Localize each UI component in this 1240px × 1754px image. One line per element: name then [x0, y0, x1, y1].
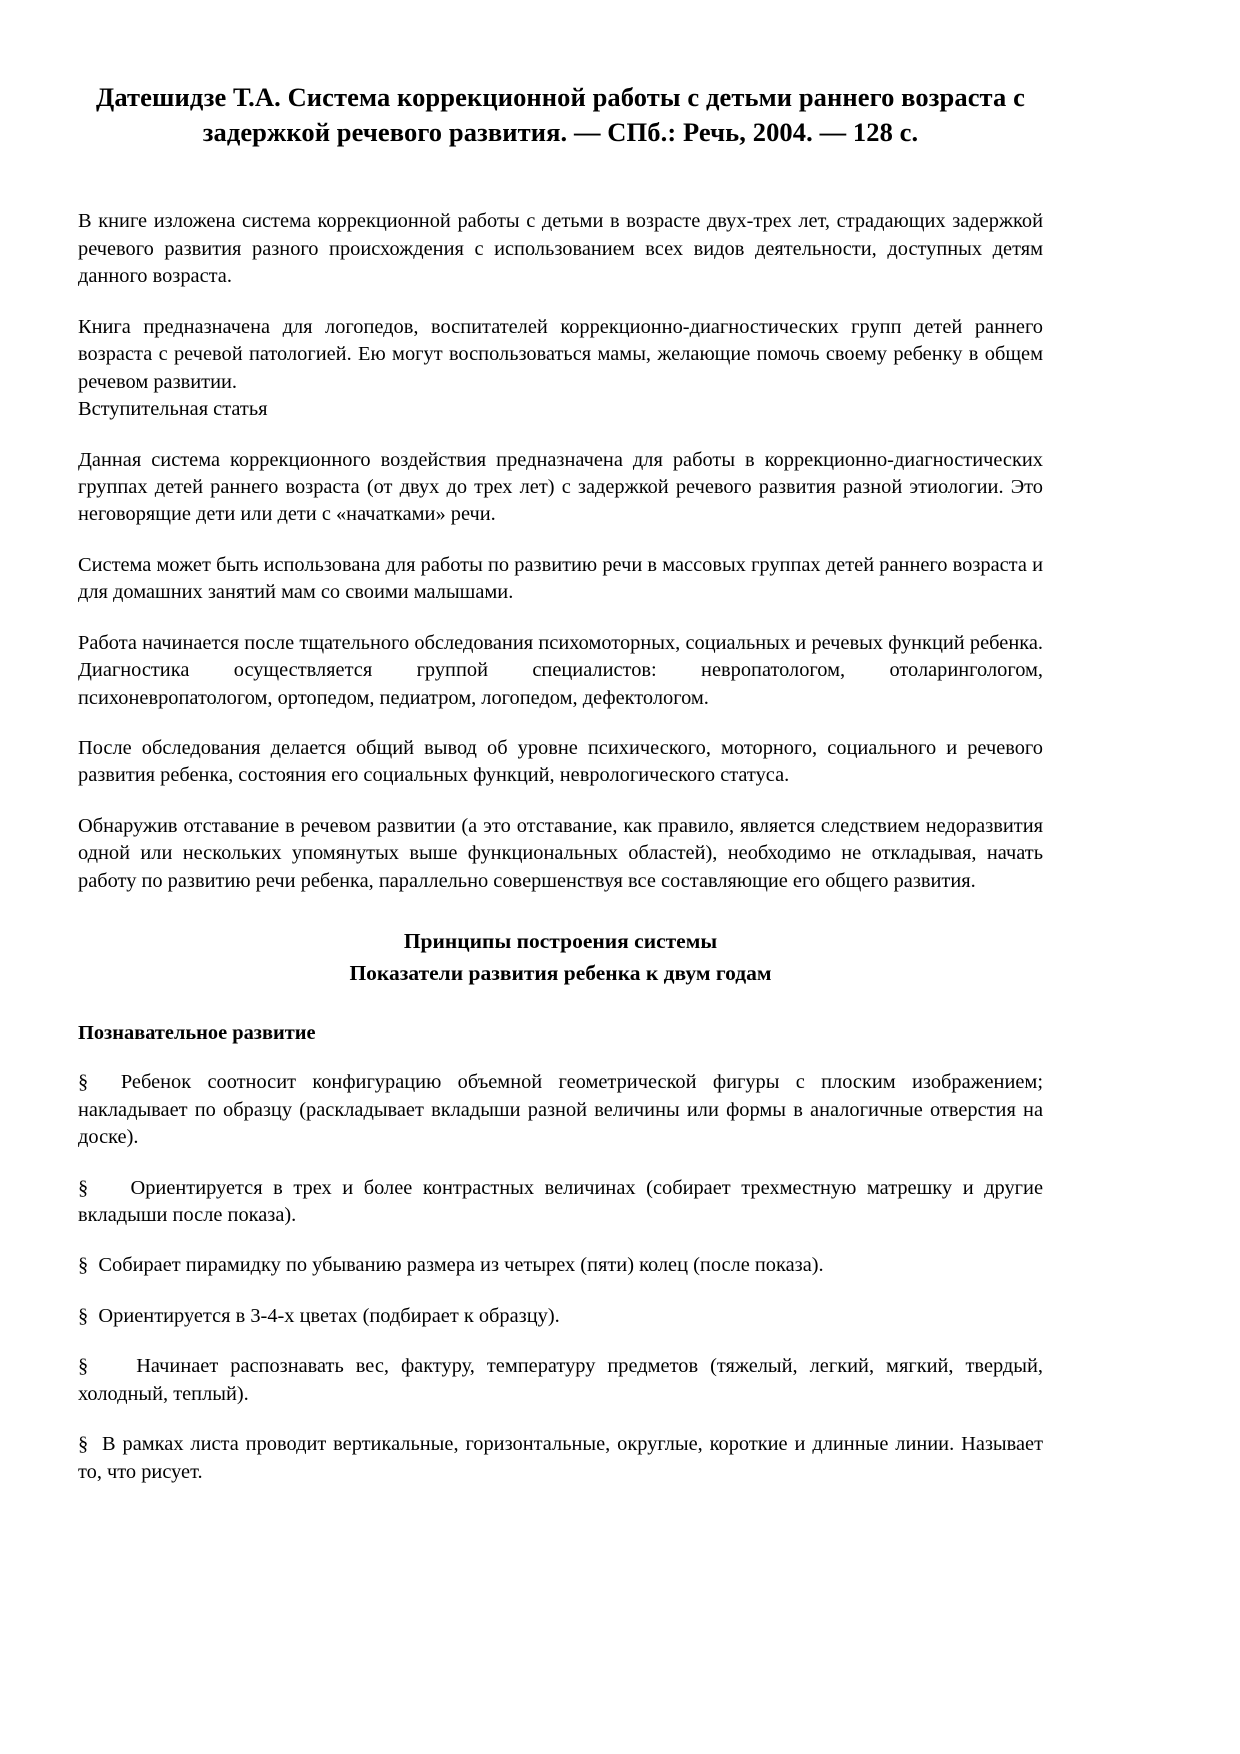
- list-item-label: В рамках листа проводит вертикальные, горизонтальные, округлые, короткие и длинные линии. Называет то, что рисует.: [78, 1433, 1043, 1483]
- list-item-gap: [88, 1355, 136, 1377]
- paragraph-conclusion: После обследования делается общий вывод об уровне психического, моторного, социального и речевого развития ребенка, состояния его социальных функций, неврологического статуса.: [78, 737, 1043, 787]
- list-item-gap: [88, 1254, 98, 1276]
- list-item-gap: [88, 1305, 98, 1327]
- list-item-gap: [88, 1071, 121, 1093]
- subsection-heading-cognitive-development: Познавательное развитие: [78, 1021, 316, 1044]
- list-item-label: Ориентируется в 3-4-х цветах (подбирает к образцу).: [98, 1304, 560, 1327]
- section-sign-icon: §: [78, 1254, 89, 1277]
- paragraph-diagnostics: Работа начинается после тщательного обследования психомоторных, социальных и речевых функций ребенка. Диагностика осуществляется группой специалистов: невропатологом, отоларингологом, психоневропатологом, ортопедом, педиатром, логопедом, дефектологом.: [78, 631, 1043, 709]
- paragraph-system-purpose: Данная система коррекционного воздействия предназначена для работы в коррекционно-диагностических группах детей раннего возраста (от двух до трех лет) с задержкой речевого развития разной этиологии. Это неговорящие дети или дети с «начатками» речи.: [78, 448, 1043, 526]
- spacer: [78, 291, 1043, 314]
- spacer: [78, 1046, 1043, 1069]
- list-item: [78, 1353, 1043, 1408]
- paragraph-delay-detection: Обнаружив отставание в речевом развитии (а это отставание, как правило, является следствием недоразвития одной или нескольких упомянутых выше функциональных областей), необходимо не откладывая, начать работу по развитию речи ребенка, параллельно совершенствуя все составляющие его общего развития.: [78, 814, 1043, 892]
- spacer: [78, 895, 1043, 925]
- section-sign-icon: §: [78, 1176, 89, 1199]
- list-item: [78, 1175, 1043, 1230]
- document-content: [78, 0, 1043, 1486]
- list-item-label: Ребенок соотносит конфигурацию объемной геометрической фигуры с плоским изображением; накладывает по образцу (раскладывает вкладыши разной величины или формы в аналогичные отверстия на доске).: [78, 1071, 1043, 1149]
- section-sign-icon: §: [78, 1355, 89, 1378]
- paragraph-annotation: В книге изложена система коррекционной работы с детьми в возрасте двух-трех лет, страдающих задержкой речевого развития разного происхождения с использованием всех видов деятельности, доступных детям данного возраста.: [78, 210, 1043, 288]
- list-item: [78, 1069, 1043, 1151]
- list-item-gap: [88, 1177, 130, 1199]
- section-heading-indicators: Показатели развития ребенка к двум годам: [349, 961, 772, 986]
- list-item: [78, 1303, 1043, 1330]
- paragraph-audience: Книга предназначена для логопедов, воспитателей коррекционно-диагностических групп детей раннего возраста с речевой патологией. Ею могут воспользоваться мамы, желающие помочь своему ребенку в общем речевом развитии.: [78, 315, 1043, 393]
- list-item-gap: [88, 1433, 102, 1455]
- spacer: [78, 790, 1043, 813]
- paragraph-system-usage: Система может быть использована для работы по развитию речи в массовых группах детей раннего возраста и для домашних занятий мам со своими малышами.: [78, 553, 1043, 604]
- spacer: [78, 529, 1043, 552]
- list-item-label: Ориентируется в трех и более контрастных величинах (собирает трехместную матрешку и другие вкладыши после показа).: [78, 1176, 1043, 1226]
- spacer: [78, 990, 1043, 1020]
- section-heading-principles: Принципы построения системы: [403, 929, 718, 954]
- spacer: [78, 1330, 1043, 1353]
- list-item-label: Собирает пирамидку по убыванию размера из четырех (пяти) колец (после показа).: [98, 1254, 824, 1277]
- section-sign-icon: §: [78, 1433, 89, 1456]
- spacer: [78, 1280, 1043, 1303]
- section-sign-icon: §: [78, 1304, 89, 1327]
- spacer: [78, 712, 1043, 735]
- spacer: [78, 1408, 1043, 1431]
- spacer: [78, 607, 1043, 630]
- spacer: [78, 1229, 1043, 1252]
- list-item: [78, 1431, 1043, 1486]
- spacer: [78, 1152, 1043, 1175]
- paragraph-intro-article: Вступительная статья: [78, 398, 268, 421]
- page-title: Датешидзе Т.А. Система коррекционной работы с детьми раннего возраста с задержкой речевого развития. — СПб.: Речь, 2004. — 128 с.: [96, 82, 1025, 148]
- spacer: [78, 424, 1043, 447]
- spacer: [78, 150, 1043, 208]
- list-item-label: Начинает распознавать вес, фактуру, температуру предметов (тяжелый, легкий, мягкий, твердый, холодный, теплый).: [78, 1355, 1044, 1405]
- section-sign-icon: §: [78, 1071, 89, 1094]
- list-item: [78, 1252, 1043, 1279]
